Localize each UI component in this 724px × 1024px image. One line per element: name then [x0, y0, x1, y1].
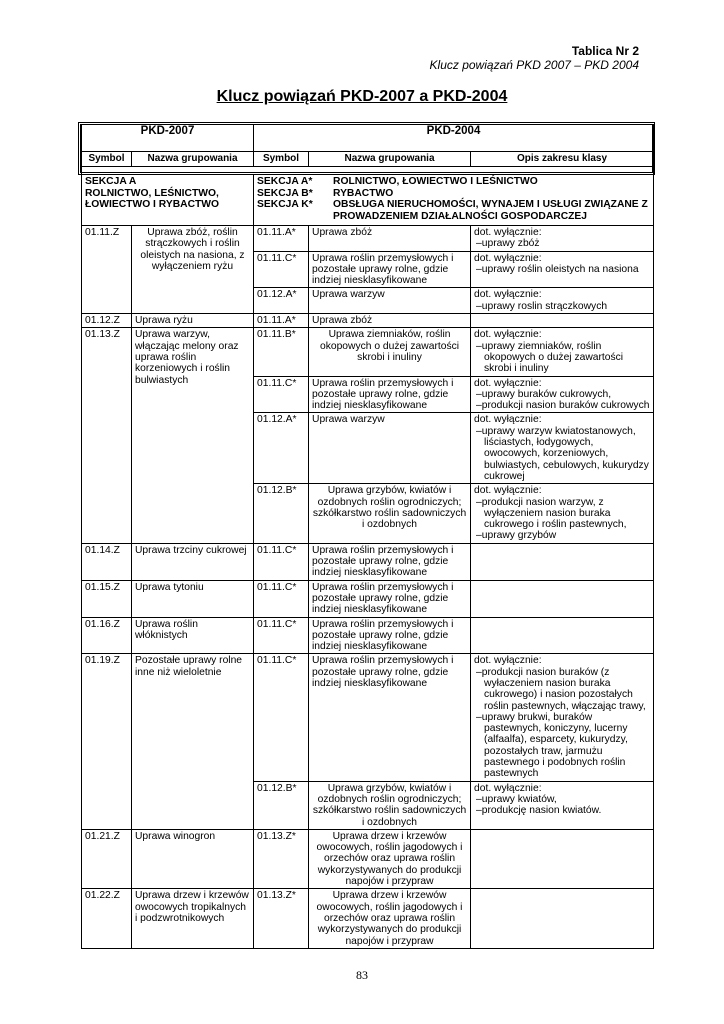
- section-symbol: SEKCJA K*: [257, 199, 313, 210]
- description-text: produkcji nasion buraków cukrowych: [481, 400, 650, 412]
- table-row: [82, 580, 654, 617]
- pkd2007-name: Uprawa zbóż, roślin strączkowych i roślin oleistych na nasiona, z wyłączeniem ryżu: [132, 226, 254, 314]
- description-text: uprawy grzybów: [481, 530, 557, 542]
- description-lead: dot. wyłącznie:: [474, 329, 542, 341]
- pkd2007-name: Uprawa roślin włóknistych: [132, 617, 254, 654]
- header-name-2004: Nazwa grupowania: [309, 152, 471, 167]
- description-text: produkcji nasion buraków (z wyłaczeniem nasion buraka cukrowego) i nasion pozostałych roślin pastewnych, włączając trawy,: [481, 666, 646, 712]
- section-2004-line: [257, 199, 650, 222]
- scope-description: [471, 781, 654, 829]
- section-symbol: SEKCJA A*: [257, 176, 313, 187]
- section-name: ROLNICTWO, ŁOWIECTWO I LEŚNICTWO: [333, 176, 538, 187]
- table-row: [82, 543, 654, 580]
- section-name: RYBACTWO: [333, 187, 394, 199]
- pkd2004-name: Uprawa zbóż: [309, 226, 471, 252]
- description-item: [474, 341, 650, 375]
- pkd2007-name: Pozostałe uprawy rolne inne niż wieloletnie: [132, 654, 254, 829]
- description-item: [474, 530, 650, 541]
- scope-description: [471, 654, 654, 781]
- table-row: [82, 617, 654, 654]
- scope-description: [471, 829, 654, 888]
- pkd2004-symbol: 01.11.C*: [254, 543, 309, 580]
- pkd2007-symbol: 01.15.Z: [82, 580, 132, 617]
- page-title: Klucz powiązań PKD-2007 a PKD-2004: [216, 88, 508, 105]
- section-2007: SEKCJA A ROLNICTWO, LEŚNICTWO, ŁOWIECTWO I RYBACTWO: [82, 175, 254, 226]
- description-item: [474, 238, 650, 249]
- scope-description: [471, 226, 654, 252]
- pkd2004-symbol: 01.12.B*: [254, 781, 309, 829]
- section-symbol: SEKCJA B*: [257, 187, 313, 199]
- pkd2007-symbol: 01.12.Z: [82, 314, 132, 328]
- description-item: [474, 667, 650, 712]
- header-name-2007: Nazwa grupowania: [132, 152, 254, 167]
- dash-bullet: –: [476, 530, 482, 542]
- pkd2004-symbol: 01.11.C*: [254, 376, 309, 413]
- description-text: produkcji nasion warzyw, z wyłączeniem nasion buraka cukrowego i roślin pastewnych,: [481, 496, 627, 531]
- scope-description: [471, 314, 654, 328]
- table-subtitle: Klucz powiązań PKD 2007 – PKD 2004: [429, 58, 639, 72]
- pkd2007-symbol: 01.19.Z: [82, 654, 132, 829]
- pkd2004-name: Uprawa ziemniaków, roślin okopowych o dużej zawartości skrobi i inuliny: [309, 328, 471, 376]
- description-text: uprawy kwiatów,: [481, 793, 557, 805]
- header-description: Opis zakresu klasy: [471, 152, 654, 167]
- pkd2004-symbol: 01.13.Z*: [254, 889, 309, 948]
- table-row: [82, 829, 654, 888]
- description-lead: dot. wyłącznie:: [474, 655, 542, 667]
- table-row: [82, 226, 654, 252]
- table-row: [82, 889, 654, 948]
- pkd2004-name: Uprawa warzyw: [309, 413, 471, 484]
- description-item: [474, 400, 650, 411]
- pkd2004-symbol: 01.11.C*: [254, 580, 309, 617]
- header-symbol-2004: Symbol: [254, 152, 309, 167]
- description-lead: dot. wyłącznie:: [474, 485, 542, 497]
- pkd2004-symbol: 01.11.C*: [254, 617, 309, 654]
- description-item: [474, 264, 650, 275]
- description-item: [474, 389, 650, 400]
- scope-description: [471, 288, 654, 314]
- description-text: uprawy ziemniaków, roślin okopowych o dużej zawartości skrobi i inuliny: [481, 340, 624, 375]
- description-text: uprawy roslin strączkowych: [481, 300, 608, 312]
- description-item: [474, 712, 650, 780]
- table-header-row: [82, 125, 654, 152]
- description-text: uprawy roślin oleistych na nasiona: [481, 263, 639, 275]
- page-number: 83: [356, 968, 368, 982]
- dash-bullet: –: [476, 666, 482, 678]
- description-text: produkcję nasion kwiatów.: [481, 805, 602, 817]
- description-item: [474, 794, 650, 805]
- pkd2007-symbol: 01.13.Z: [82, 328, 132, 543]
- table-row: [82, 328, 654, 376]
- dash-bullet: –: [476, 340, 482, 352]
- description-text: uprawy buraków cukrowych,: [481, 388, 612, 400]
- dash-bullet: –: [476, 400, 482, 412]
- section-2004: [254, 175, 654, 226]
- pkd2007-symbol: 01.11.Z: [82, 226, 132, 314]
- header-pkd2007: PKD-2007: [82, 125, 254, 152]
- pkd2004-name: Uprawa warzyw: [309, 288, 471, 314]
- pkd2004-symbol: 01.11.A*: [254, 226, 309, 252]
- pkd2004-name: Uprawa roślin przemysłowych i pozostałe uprawy rolne, gdzie indziej niesklasyfikowane: [309, 251, 471, 288]
- pkd2004-symbol: 01.12.B*: [254, 484, 309, 543]
- table-subheader-row: [82, 152, 654, 167]
- pkd2004-name: Uprawa roślin przemysłowych i pozostałe uprawy rolne, gdzie indziej niesklasyfikowane: [309, 376, 471, 413]
- description-lead: dot. wyłącznie:: [474, 414, 542, 426]
- dash-bullet: –: [476, 711, 482, 723]
- dash-bullet: –: [476, 263, 482, 275]
- header-symbol-2007: Symbol: [82, 152, 132, 167]
- scope-description: [471, 328, 654, 376]
- pkd2004-name: Uprawa grzybów, kwiatów i ozdobnych roślin ogrodniczych; szkółkarstwo roślin sadowniczych i ozdobnych: [309, 484, 471, 543]
- description-item: [474, 497, 650, 531]
- pkd2004-name: Uprawa roślin przemysłowych i pozostałe uprawy rolne, gdzie indziej niesklasyfikowane: [309, 543, 471, 580]
- scope-description: [471, 889, 654, 948]
- pkd2007-name: Uprawa tytoniu: [132, 580, 254, 617]
- pkd2004-name: Uprawa drzew i krzewów owocowych, roślin jagodowych i orzechów oraz uprawa roślin wykorzystywanych do produkcji napojów i przypraw: [309, 829, 471, 888]
- description-lead: dot. wyłącznie:: [474, 252, 542, 264]
- dash-bullet: –: [476, 425, 482, 437]
- pkd2004-symbol: 01.11.C*: [254, 654, 309, 781]
- dash-bullet: –: [476, 238, 482, 250]
- pkd2007-symbol: 01.22.Z: [82, 889, 132, 948]
- pkd2004-symbol: 01.11.B*: [254, 328, 309, 376]
- description-text: uprawy brukwi, buraków pastewnych, koniczyny, lucerny (alfaalfa), esparcety, kukurydzy, pozostałych traw, jarmużu pastewnego i podobnych roślin pastewnych: [481, 711, 628, 780]
- description-text: uprawy warzyw kwiatostanowych, liściastych, łodygowych, owocowych, korzeniowych, bulwiastych, cebulowych, kukurydzy cukrowej: [481, 425, 649, 482]
- pkd2007-name: Uprawa drzew i krzewów owocowych tropikalnych i podzwrotnikowych: [132, 889, 254, 948]
- scope-description: [471, 251, 654, 288]
- pkd2007-name: Uprawa winogron: [132, 829, 254, 888]
- mapping-table: [81, 124, 654, 949]
- pkd2007-symbol: 01.16.Z: [82, 617, 132, 654]
- scope-description: [471, 413, 654, 484]
- pkd2007-name: Uprawa ryżu: [132, 314, 254, 328]
- dash-bullet: –: [476, 496, 482, 508]
- section-2004-line: [257, 176, 650, 188]
- table-number: Tablica Nr 2: [571, 44, 639, 58]
- description-lead: dot. wyłącznie:: [474, 377, 542, 389]
- pkd2007-symbol: 01.21.Z: [82, 829, 132, 888]
- pkd2004-symbol: 01.11.C*: [254, 251, 309, 288]
- description-item: [474, 426, 650, 482]
- description-item: [474, 301, 650, 312]
- section-row: [82, 175, 654, 226]
- scope-description: [471, 580, 654, 617]
- pkd2007-name: Uprawa trzciny cukrowej: [132, 543, 254, 580]
- scope-description: [471, 617, 654, 654]
- table-row: [82, 314, 654, 328]
- pkd2004-name: Uprawa grzybów, kwiatów i ozdobnych roślin ogrodniczych; szkółkarstwo roślin sadowniczych i ozdobnych: [309, 781, 471, 829]
- table-row: [82, 654, 654, 781]
- section-2004-line: [257, 188, 650, 200]
- dash-bullet: –: [476, 300, 482, 312]
- pkd2004-symbol: 01.12.A*: [254, 413, 309, 484]
- pkd2004-name: Uprawa drzew i krzewów owocowych, roślin jagodowych i orzechów oraz uprawa roślin wykorzystywanych do produkcji napojów i przypraw: [309, 889, 471, 948]
- pkd2004-symbol: 01.11.A*: [254, 314, 309, 328]
- dash-bullet: –: [476, 805, 482, 817]
- description-text: uprawy zbóż: [481, 238, 540, 250]
- description-lead: dot. wyłącznie:: [474, 289, 542, 301]
- header-gap: [82, 167, 654, 175]
- pkd2007-symbol: 01.14.Z: [82, 543, 132, 580]
- pkd2004-symbol: 01.13.Z*: [254, 829, 309, 888]
- pkd2004-name: Uprawa zbóż: [309, 314, 471, 328]
- header-pkd2004: PKD-2004: [254, 125, 654, 152]
- section-name: OBSŁUGA NIERUCHOMOŚCI, WYNAJEM I USŁUGI ZWIĄZANE Z PROWADZENIEM DZIAŁALNOŚCI GOSPODARCZEJ: [333, 199, 648, 222]
- pkd2004-symbol: 01.12.A*: [254, 288, 309, 314]
- scope-description: [471, 376, 654, 413]
- dash-bullet: –: [476, 388, 482, 400]
- pkd2004-name: Uprawa roślin przemysłowych i pozostałe uprawy rolne, gdzie indziej niesklasyfikowane: [309, 580, 471, 617]
- description-lead: dot. wyłącznie:: [474, 782, 542, 794]
- description-lead: dot. wyłącznie:: [474, 227, 542, 238]
- description-item: [474, 805, 650, 816]
- dash-bullet: –: [476, 793, 482, 805]
- pkd2007-name: Uprawa warzyw, włączając melony oraz uprawa roślin korzeniowych i roślin bulwiastych: [132, 328, 254, 543]
- pkd2004-name: Uprawa roślin przemysłowych i pozostałe uprawy rolne, gdzie indziej niesklasyfikowane: [309, 617, 471, 654]
- pkd2004-name: Uprawa roślin przemysłowych i pozostałe uprawy rolne, gdzie indziej niesklasyfikowane: [309, 654, 471, 781]
- scope-description: [471, 543, 654, 580]
- scope-description: [471, 484, 654, 543]
